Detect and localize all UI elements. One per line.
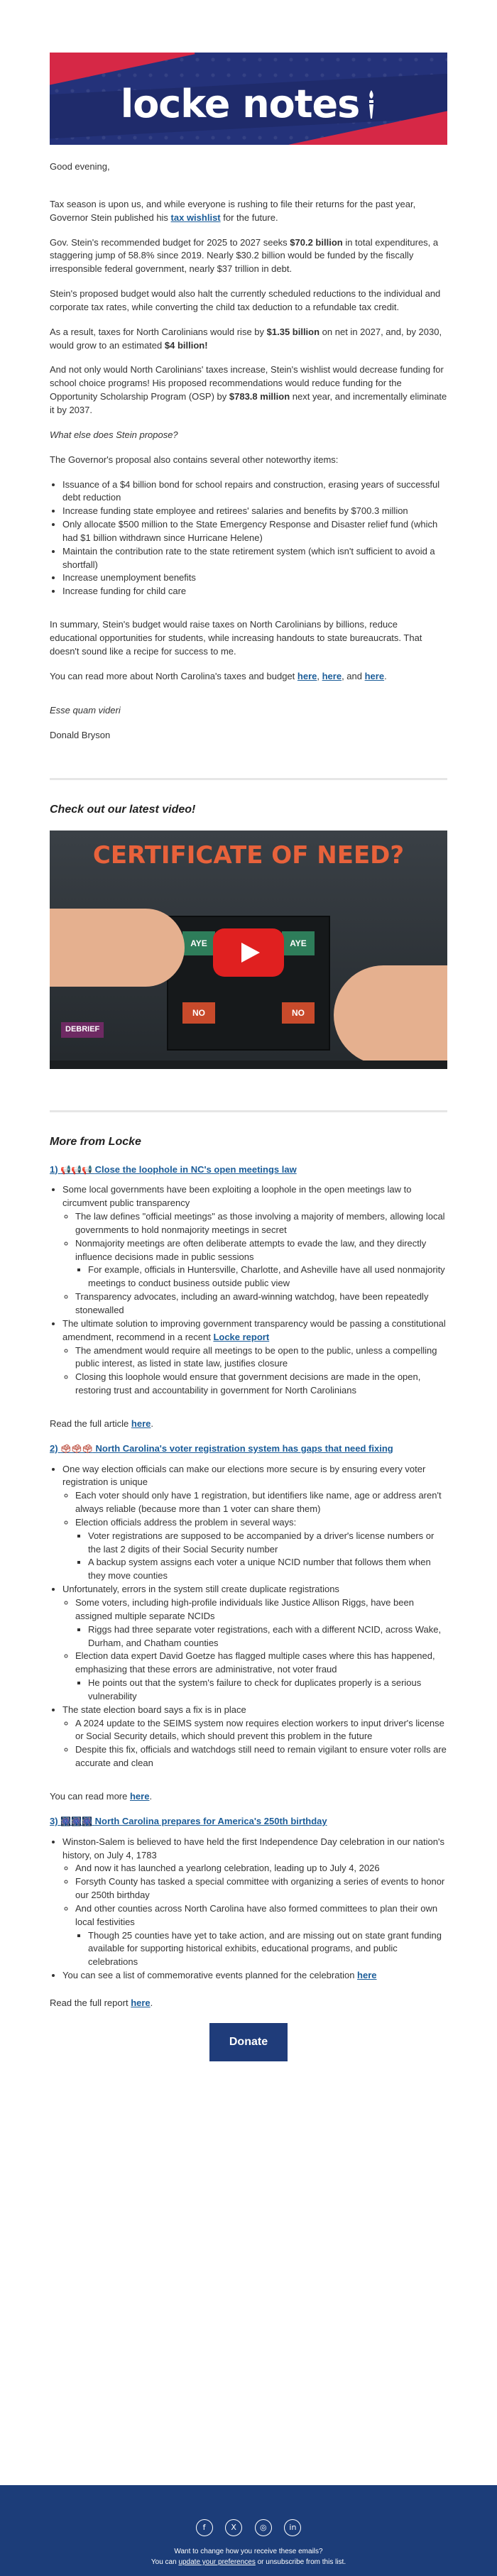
story-2-read-text: You can read more: [50, 1790, 130, 1802]
story-1-number: 1): [50, 1163, 58, 1175]
video-aye-left: AYE: [182, 931, 215, 955]
footer-text: [0, 2546, 497, 2567]
story-1-read-more: [50, 1418, 447, 1431]
list-item: [75, 1516, 447, 1583]
story-1-read-tail: .: [151, 1418, 153, 1429]
tax-wishlist-link[interactable]: tax wishlist: [170, 212, 221, 223]
story-3-link[interactable]: [50, 1816, 327, 1826]
footer-line-2: [0, 2557, 497, 2567]
intro-p5-tail: next year, and incrementally eliminate it by 2037.: [50, 391, 447, 415]
list-item: ◦ The amendment would require all meetings to be open to the public, unless a compelling public interest, as listed in state law, justifies closure: [75, 1344, 447, 1371]
update-preferences-link[interactable]: update your preferences: [178, 2558, 256, 2566]
intro-p2-text: Gov. Stein's recommended budget for 2025 to 2027 seeks: [50, 236, 290, 248]
intro-p5-amount: $783.8 million: [229, 391, 290, 402]
story-3-point-1c: And other counties across North Carolina have also formed committees to plan their own local festivities: [75, 1902, 438, 1927]
intro-question: [50, 429, 447, 442]
ballot-box-icon: 🗳🗳🗳: [60, 1443, 93, 1454]
story-1-read-text: Read the full article: [50, 1418, 131, 1429]
story-3-heading: [50, 1815, 447, 1829]
read-more-link-2[interactable]: here: [322, 670, 342, 681]
story-2-link[interactable]: [50, 1443, 393, 1454]
intro-p2-amount: $70.2 billion: [290, 236, 343, 248]
list-item: ▪ He points out that the system's failure to check for duplicates properly is a serious vulnerability: [88, 1677, 447, 1704]
footer-line-1: Want to change how you receive these emails?: [174, 2548, 323, 2555]
list-item: • Maintain the contribution rate to the state retirement system (which isn't sufficient to avoid a shortfall): [62, 545, 447, 572]
read-more-link-3[interactable]: here: [364, 670, 385, 681]
story-1-point-1: Some local governments have been exploiting a loophole in the open meetings law to circumvent public transparency: [62, 1184, 412, 1209]
story-2-read-tail: .: [149, 1790, 153, 1802]
read-more-paragraph: [50, 670, 447, 684]
intro-p2-tail: in total expenditures, a staggering jump of 58.8% since 2019. Nearly $30.2 billion would be funded by the fiscally irresponsible federal government, nearly $37 trillion in debt.: [50, 236, 439, 275]
list-item: [75, 1902, 447, 1969]
intro-paragraph-5: [50, 363, 447, 417]
debrief-badge: DEBRIEF: [61, 1022, 104, 1038]
spacer: [50, 780, 447, 801]
story-3-point-2: You can see a list of commemorative events planned for the celebration: [62, 1970, 358, 1981]
locke-notes-banner: [50, 53, 447, 145]
email-body: [50, 53, 447, 2061]
list-item: [62, 1704, 447, 1770]
list-item: [62, 1969, 447, 1983]
list-item: ◦ A 2024 update to the SEIMS system now requires election workers to input driver's license or Social Security details, which should prevent this problem in the future: [75, 1717, 447, 1744]
intro-p4-amount-1: $1.35 billion: [266, 326, 320, 337]
story-1-point-2: The ultimate solution to improving government transparency would be passing a constitutional amendment, recommend in a recent: [62, 1317, 446, 1342]
story-3-number: 3): [50, 1815, 58, 1826]
list-item: [62, 1836, 447, 1969]
story-2-point-2: Unfortunately, errors in the system still create duplicate registrations: [62, 1584, 339, 1595]
list-item: ◦ The law defines "official meetings" as those involving a majority of members, allowing local governments to hold nonmajority meetings in secret: [75, 1210, 447, 1237]
intro-p1-tail: for the future.: [220, 212, 278, 223]
footer-line-2-tail: or unsubscribe from this list.: [255, 2558, 346, 2566]
list-item: ▪ For example, officials in Huntersville, Charlotte, and Asheville have all used nonmajority meetings to conduct business outside public view: [88, 1264, 447, 1290]
video-hand-right: [334, 965, 447, 1065]
story-3-point-1: Winston-Salem is believed to have held the first Independence Day celebration in our nation's history, on July 4, 1783: [62, 1836, 444, 1860]
story-2-number: 2): [50, 1442, 58, 1454]
spacer: [50, 1069, 447, 1110]
intro-p1-text: Tax season is upon us, and while everyone is rushing to file their returns for the past year, Governor Stein published his: [50, 198, 416, 223]
story-2-title: North Carolina's voter registration system has gaps that need fixing: [95, 1442, 393, 1454]
list-item: [62, 1583, 447, 1704]
intro-paragraph-1: [50, 198, 447, 225]
read-more-tail: .: [384, 670, 387, 681]
story-3-read-text: Read the full report: [50, 1997, 131, 2008]
list-item: [62, 1317, 447, 1398]
story-2-heading: [50, 1442, 447, 1456]
story-3-read-tail: .: [150, 1997, 153, 2008]
read-more-sep-2: , and: [342, 670, 365, 681]
intro-paragraph-6: The Governor's proposal also contains several other noteworthy items:: [50, 454, 339, 465]
x-icon[interactable]: X: [225, 2519, 242, 2536]
story-2-read-more: [50, 1790, 447, 1804]
intro-p5-text: And not only would North Carolinians' taxes increase, Stein's wishlist would decrease funding for school choice programs! His proposed recommendations would reduce funding for the Opportunity Scholarship Program (OSP) by: [50, 364, 444, 402]
list-item: ◦ Each voter should only have 1 registration, but identifiers like name, age or address aren't always reliable (because more than 1 voter can share them): [75, 1489, 447, 1516]
story-2-point-2b: Election data expert David Goetze has flagged multiple cases where this has happened, emphasizing that these errors are administrative, not voter fraud: [75, 1650, 435, 1675]
list-item: ◦ And now it has launched a yearlong celebration, leading up to July 4, 2026: [75, 1862, 447, 1875]
story-2-point-3: The state election board says a fix is in place: [62, 1704, 246, 1715]
intro-question-text: What else does Stein propose?: [50, 429, 178, 440]
story-2-list: [50, 1463, 447, 1770]
list-item: • Increase funding for child care: [62, 585, 447, 598]
story-1-list: [50, 1183, 447, 1398]
proposal-list: [50, 478, 447, 599]
video-title: CERTIFICATE OF NEED?: [92, 841, 405, 870]
torch-icon: [366, 80, 376, 111]
story-2-read-link[interactable]: here: [129, 1790, 150, 1802]
list-item: [62, 1463, 447, 1584]
list-item: • Issuance of a $4 billion bond for school repairs and construction, erasing years of successful debt reduction: [62, 478, 447, 505]
story-1-link[interactable]: [50, 1164, 297, 1175]
video-aye-right: AYE: [282, 931, 315, 955]
story-2-point-2a: Some voters, including high-profile individuals like Justice Allison Riggs, have been assigned multiple separate NCIDs: [75, 1597, 414, 1621]
intro-paragraph-3: Stein's proposed budget would also halt the currently scheduled reductions to the individual and corporate tax rates, while converting the child tax deduction to a refundable tax credit.: [50, 288, 441, 312]
story-3-read-link[interactable]: here: [131, 1997, 151, 2008]
video-section-title: Check out our latest video!: [50, 804, 196, 816]
list-item: [75, 1237, 447, 1290]
list-item: ◦ Despite this fix, officials and watchdogs still need to remain vigilant to ensure voter rolls are accurate and clean: [75, 1743, 447, 1770]
celebration-events-link[interactable]: here: [357, 1970, 377, 1981]
more-from-locke-title: More from Locke: [50, 1136, 141, 1149]
video-no-left: NO: [182, 1002, 215, 1024]
list-item: • Only allocate $500 million to the State Emergency Response and Disaster relief fund (which had $1 billion withdrawn since Hurricane Helene): [62, 518, 447, 545]
story-1-read-link[interactable]: here: [131, 1418, 151, 1429]
instagram-icon[interactable]: ◎: [255, 2519, 272, 2536]
story-2-point-1: One way election officials can make our elections more secure is by ensuring every voter registration is unique: [62, 1463, 426, 1488]
locke-report-link[interactable]: Locke report: [213, 1331, 270, 1342]
list-item: ▪ A backup system assigns each voter a unique NCID number that follows them when they move counties: [88, 1556, 447, 1583]
donate-wrapper: [50, 2023, 447, 2061]
footer-line-2-text: You can: [151, 2558, 179, 2566]
signature: Donald Bryson: [50, 730, 111, 741]
story-1-point-1b: Nonmajority meetings are often deliberate attempts to evade the law, and they directly influence decisions made in public sessions: [75, 1237, 427, 1262]
email-page: [0, 53, 497, 2576]
read-more-sep-1: ,: [317, 670, 322, 681]
list-item: ▪ Though 25 counties have yet to take action, and are missing out on state grant funding available for supporting historical exhibits, educational programs, and public celebrations: [88, 1929, 447, 1970]
donate-button[interactable]: Donate: [209, 2023, 288, 2061]
story-1-title: Close the loophole in NC's open meetings law: [94, 1163, 297, 1175]
read-more-text: You can read more about North Carolina's taxes and budget: [50, 670, 297, 681]
facebook-icon[interactable]: f: [196, 2519, 213, 2536]
read-more-link-1[interactable]: here: [297, 670, 317, 681]
list-item: [62, 1183, 447, 1317]
linkedin-icon[interactable]: in: [284, 2519, 301, 2536]
summary-paragraph: In summary, Stein's budget would raise taxes on North Carolinians by billions, reduce educational opportunities for students, while increasing handouts to state bureaucrats. That doesn't sound like a recipe for success to me.: [50, 619, 422, 657]
list-item: [75, 1596, 447, 1650]
list-item: ◦ Transparency advocates, including an award-winning watchdog, have been repeatedly stonewalled: [75, 1290, 447, 1317]
list-item: ◦ Forsyth County has tasked a special committee with organizing a series of events to honor our 250th birthday: [75, 1875, 447, 1902]
video-thumbnail[interactable]: [50, 831, 447, 1069]
intro-p4-amount-2: $4 billion!: [164, 339, 208, 351]
intro-paragraph-4: [50, 326, 447, 353]
social-links: [0, 2485, 497, 2536]
play-button-icon[interactable]: [213, 928, 284, 977]
story-1-heading: [50, 1163, 447, 1177]
list-item: ▪ Voter registrations are supposed to be accompanied by a driver's license numbers or the last 2 digits of their Social Security number: [88, 1530, 447, 1557]
intro-paragraph-2: [50, 236, 447, 277]
banner-logo-text: locke notes: [120, 82, 360, 126]
list-item: • Increase funding state employee and retirees' salaries and benefits by $700.3 million: [62, 505, 447, 518]
intro-p4-text: As a result, taxes for North Carolinians would rise by: [50, 326, 267, 337]
video-progress-bar: [50, 1060, 447, 1069]
intro-p4-mid: on net in 2027, and, by 2030, would grow to an estimated: [50, 326, 442, 351]
spacer: [50, 1112, 447, 1134]
story-3-read-more: [50, 1997, 447, 2010]
video-hand-left: [50, 909, 185, 987]
motto-text: Esse quam videri: [50, 705, 121, 716]
footer: [0, 2485, 497, 2576]
story-3-list: [50, 1836, 447, 1983]
list-item: • Increase unemployment benefits: [62, 571, 447, 585]
video-no-right: NO: [282, 1002, 315, 1024]
story-2-point-1b: Election officials address the problem in several ways:: [75, 1516, 297, 1528]
banner-logo: [50, 77, 447, 132]
greeting: Good evening,: [50, 161, 110, 172]
fireworks-icon: 🎆🎆🎆: [60, 1816, 93, 1826]
list-item: ▪ Riggs had three separate voter registrations, each with a different NCID, across Wake, Durham, and Chatham counties: [88, 1623, 447, 1650]
megaphone-icon: 📢📢📢: [60, 1164, 93, 1175]
list-item: [75, 1650, 447, 1703]
list-item: ◦ Closing this loophole would ensure that government decisions are made in the open, restoring trust and accountability in government for North Carolinians: [75, 1371, 447, 1398]
motto: [50, 704, 447, 718]
story-3-title: North Carolina prepares for America's 250th birthday: [94, 1815, 327, 1826]
